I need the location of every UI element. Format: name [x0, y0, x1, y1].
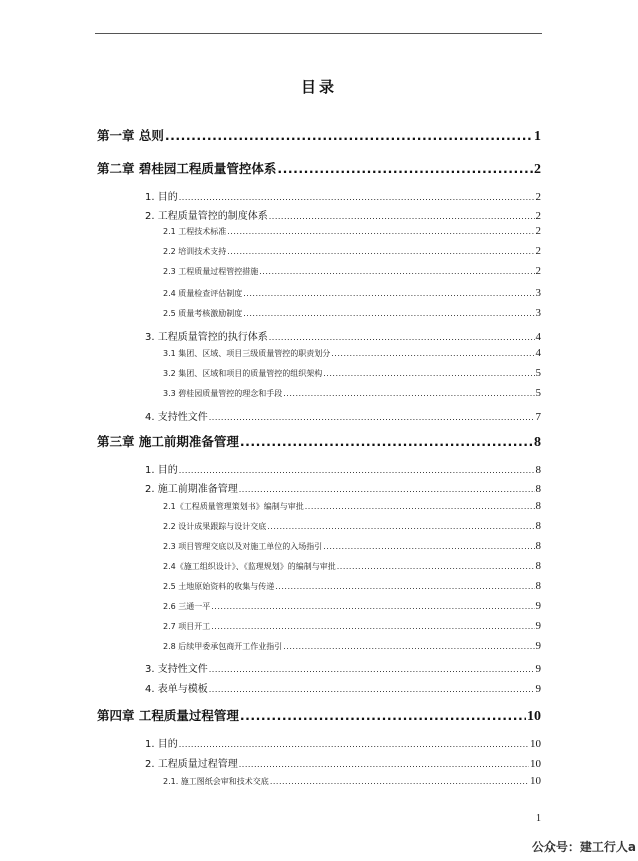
toc-entry-sub[interactable] — [163, 540, 541, 552]
toc-entry-label: 1. 目的 — [145, 739, 178, 750]
toc-entry-label: 3. 支持性文件 — [145, 664, 208, 675]
toc-entry-page: 8 — [535, 540, 541, 552]
toc-entry-page: 10 — [530, 758, 541, 770]
toc-entry-sec[interactable] — [145, 480, 541, 495]
toc-entry-page: 8 — [535, 560, 541, 572]
toc-entry-chapter[interactable] — [97, 706, 541, 725]
toc-entry-label: 2.2 培训技术支持 — [163, 247, 227, 256]
toc-title: 目录 — [300, 78, 337, 96]
toc-entry-sub[interactable] — [163, 500, 541, 512]
toc-entry-label: 2.7 项目开工 — [163, 622, 211, 631]
toc-entry-sub[interactable] — [163, 520, 541, 532]
toc-entry-label: 2.4《施工组织设计》、《监理规划》的编制与审批 — [163, 562, 336, 571]
toc-entry-page: 5 — [535, 387, 541, 399]
toc-entry-page: 8 — [535, 580, 541, 592]
toc-entry-label: 2.3 工程质量过程管控措施 — [163, 267, 259, 276]
dot-leader — [283, 642, 534, 651]
dot-leader — [267, 522, 534, 531]
toc-entry-sub[interactable] — [163, 620, 541, 632]
page-number: 1 — [536, 813, 541, 824]
dot-leader — [179, 192, 535, 203]
toc-entry-sub[interactable] — [163, 560, 541, 572]
dot-leader — [323, 369, 534, 378]
toc-entry-sub[interactable] — [163, 387, 541, 399]
dot-leader — [323, 542, 534, 551]
toc-entry-page: 9 — [535, 600, 541, 612]
toc-entry-chapter[interactable] — [97, 126, 541, 145]
toc-entry-label: 2.1《工程质量管理策划书》编制与审批 — [163, 502, 304, 511]
toc-entry-page: 4 — [535, 347, 541, 359]
toc-entry-sub[interactable] — [163, 600, 541, 612]
dot-leader — [269, 332, 535, 343]
toc-entry-sub[interactable] — [163, 367, 541, 379]
dot-leader — [209, 412, 535, 423]
toc-entry-page: 2 — [535, 225, 541, 237]
toc-entry-page: 10 — [527, 709, 541, 724]
toc-entry-sub[interactable] — [163, 265, 541, 277]
toc-entry-page: 10 — [530, 738, 541, 750]
toc-entry-label: 2. 工程质量管控的制度体系 — [145, 211, 268, 222]
toc-entry-page: 8 — [535, 464, 541, 476]
toc-entry-page: 1 — [534, 129, 541, 144]
toc-entry-label: 第一章 总则 — [97, 128, 164, 143]
toc-entry-page: 2 — [534, 162, 541, 177]
dot-leader — [227, 247, 534, 256]
dot-leader — [240, 434, 533, 449]
dot-leader — [259, 267, 534, 276]
toc-entry-sec[interactable] — [145, 207, 541, 222]
toc-entry-label: 3.3 碧桂园质量管控的理念和手段 — [163, 389, 283, 398]
toc-entry-sub[interactable] — [163, 307, 541, 319]
toc-entry-page: 8 — [534, 435, 541, 450]
toc-entry-sec[interactable] — [145, 660, 541, 675]
dot-leader — [179, 465, 535, 476]
toc-entry-label: 2.2 设计成果跟踪与设计交底 — [163, 522, 267, 531]
dot-leader — [331, 349, 534, 358]
toc-entry-page: 2 — [535, 265, 541, 277]
toc-entry-page: 3 — [535, 307, 541, 319]
dot-leader — [227, 227, 534, 236]
toc-entry-page: 9 — [535, 640, 541, 652]
toc-entry-label: 2. 工程质量过程管理 — [145, 759, 238, 770]
toc-entry-label: 第二章 碧桂园工程质量管控体系 — [97, 161, 277, 176]
toc-entry-page: 2 — [535, 210, 541, 222]
toc-entry-sec[interactable] — [145, 680, 541, 695]
toc-entry-page: 7 — [535, 411, 541, 423]
toc-entry-sub[interactable] — [163, 640, 541, 652]
dot-leader — [275, 582, 534, 591]
toc-entry-page: 8 — [535, 500, 541, 512]
toc-entry-page: 4 — [535, 331, 541, 343]
toc-entry-label: 1. 目的 — [145, 192, 178, 203]
toc-entry-label: 2.6 三通一平 — [163, 602, 211, 611]
toc-entry-sub[interactable] — [163, 347, 541, 359]
dot-leader — [209, 684, 535, 695]
dot-leader — [283, 389, 534, 398]
toc-entry-sec[interactable] — [145, 188, 541, 203]
dot-leader — [270, 777, 529, 786]
toc-entry-label: 2. 施工前期准备管理 — [145, 484, 238, 495]
toc-entry-sec[interactable] — [145, 328, 541, 343]
toc-entry-sub[interactable] — [163, 580, 541, 592]
toc-entry-page: 10 — [530, 775, 541, 787]
toc-entry-page: 9 — [535, 683, 541, 695]
dot-leader — [211, 602, 534, 611]
toc-entry-label: 3. 工程质量管控的执行体系 — [145, 332, 268, 343]
toc-entry-sub[interactable] — [163, 287, 541, 299]
toc-entry-page: 8 — [535, 483, 541, 495]
toc-entry-sub[interactable] — [163, 245, 541, 257]
toc-entry-sec[interactable] — [145, 408, 541, 423]
dot-leader — [337, 562, 535, 571]
dot-leader — [239, 484, 535, 495]
dot-leader — [179, 739, 529, 750]
toc-entry-page: 2 — [535, 191, 541, 203]
toc-entry-label: 2.1 工程技术标准 — [163, 227, 227, 236]
toc-entry-sec[interactable] — [145, 755, 541, 770]
dot-leader — [209, 664, 535, 675]
dot-leader — [239, 759, 529, 770]
toc-entry-page: 5 — [535, 367, 541, 379]
toc-entry-page: 9 — [535, 620, 541, 632]
watermark-text: 公众号：建工行人a — [531, 840, 636, 854]
toc-entry-label: 2.1. 施工图纸会审和技术交底 — [163, 777, 269, 786]
dot-leader — [211, 622, 534, 631]
toc-entry-sub[interactable] — [163, 775, 541, 787]
toc-entry-sec[interactable] — [145, 461, 541, 476]
toc-entry-page: 2 — [535, 245, 541, 257]
toc-entry-chapter[interactable] — [97, 432, 541, 451]
dot-leader — [240, 708, 526, 723]
toc-entry-chapter[interactable] — [97, 159, 541, 178]
dot-leader — [243, 309, 534, 318]
toc-entry-sub[interactable] — [163, 225, 541, 237]
toc-entry-label: 2.8 后续甲委承包商开工作业指引 — [163, 642, 283, 651]
toc-entry-page: 3 — [535, 287, 541, 299]
toc-entry-label: 4. 支持性文件 — [145, 412, 208, 423]
toc-entry-label: 2.3 项目管理交底以及对施工单位的入场指引 — [163, 542, 323, 551]
toc-entry-label: 3.2 集团、区域和项目的质量管控的组织架构 — [163, 369, 323, 378]
toc-entry-label: 第三章 施工前期准备管理 — [97, 434, 239, 449]
toc-entry-label: 1. 目的 — [145, 465, 178, 476]
dot-leader — [243, 289, 534, 298]
toc-entry-label: 2.4 质量检查评估制度 — [163, 289, 243, 298]
dot-leader — [277, 161, 533, 176]
toc-entry-page: 8 — [535, 520, 541, 532]
toc-entry-label: 2.5 土地原始资料的收集与传递 — [163, 582, 275, 591]
toc-entry-label: 2.5 质量考核激励制度 — [163, 309, 243, 318]
toc-entry-label: 第四章 工程质量过程管理 — [97, 708, 239, 723]
toc-entry-page: 9 — [535, 663, 541, 675]
toc-entry-label: 3.1 集团、区域、项目三级质量管控的职责划分 — [163, 349, 331, 358]
dot-leader — [305, 502, 535, 511]
toc-entry-label: 4. 表单与模板 — [145, 684, 208, 695]
toc-entry-sec[interactable] — [145, 735, 541, 750]
dot-leader — [269, 211, 535, 222]
dot-leader — [165, 128, 533, 143]
